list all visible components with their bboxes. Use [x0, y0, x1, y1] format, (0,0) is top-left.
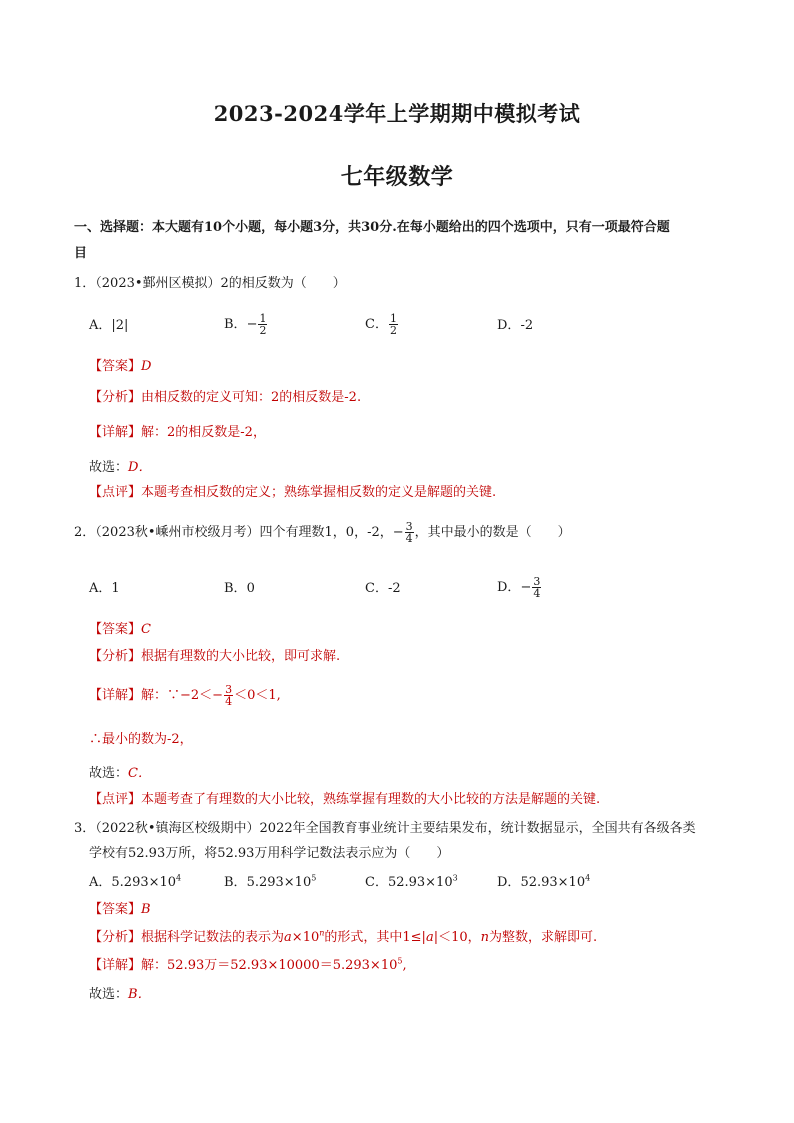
exam-subtitle: 七年级数学: [340, 164, 454, 190]
analysis-text-d: 为整数，求解即可.: [489, 930, 598, 945]
q3-option-d-label: D．: [497, 875, 521, 890]
q2-option-a: [89, 580, 120, 598]
detail-text: 解：2的相反数是-2，: [141, 425, 266, 440]
q3-option-d-base: 52.93×10: [520, 875, 586, 890]
choose-label: 故选：: [89, 460, 129, 475]
fraction-denominator: 2: [389, 324, 397, 337]
q1-option-d-text: -2: [520, 318, 534, 333]
q2-option-b-text: 0: [246, 581, 255, 596]
q3-option-a-exponent: 4: [176, 873, 182, 883]
answer-value: D: [141, 359, 152, 374]
analysis-exponent-n: n: [319, 928, 325, 938]
analysis-var-n: n: [480, 930, 490, 945]
q1-choose: [89, 459, 151, 477]
detail-exponent: 5: [397, 956, 403, 966]
fraction-denominator: 4: [405, 532, 413, 545]
q2-option-d-label: D．: [497, 580, 521, 595]
comment-tag: 【点评】: [89, 485, 142, 500]
q2-option-a-text: 1: [111, 581, 120, 596]
answer-tag: 【答案】: [89, 359, 142, 374]
q1-option-d-label: D．: [497, 318, 521, 333]
q2-stem: [74, 520, 571, 546]
q1-option-b-fraction: [258, 313, 267, 336]
detail-text-c: ,: [402, 958, 407, 973]
q1-stem: 1．（2023•鄞州区模拟）2的相反数为（ ）: [74, 276, 346, 291]
q2-option-c-label: C．: [365, 581, 388, 596]
detail-tag: 【详解】: [89, 688, 142, 703]
fraction-numerator: 1: [389, 312, 397, 325]
q2-choose: [89, 765, 151, 783]
q2-option-a-label: A．: [89, 581, 112, 596]
fraction-denominator: 2: [259, 324, 267, 337]
analysis-times: ×10: [291, 930, 320, 945]
answer-tag: 【答案】: [89, 902, 142, 917]
q2-option-c-text: -2: [387, 581, 401, 596]
q3-stem-line2: 学校有52.93万所，将52.93万用科学记数法表示应为（ ）: [89, 846, 450, 861]
answer-tag: 【答案】: [89, 622, 142, 637]
q3-option-b-label: B．: [224, 875, 247, 890]
choose-label: 故选：: [89, 766, 129, 781]
comment-text: 本题考查了有理数的大小比较，熟练掌握有理数的大小比较的方法是解题的关键.: [141, 792, 601, 807]
analysis-var-a2: a: [425, 930, 434, 945]
q3-stem-line1: 3．（2022秋•镇海区校级期中）2022年全国教育事业统计主要结果发布，统计数据显示，全国共有各级各类: [74, 821, 696, 836]
q1-option-a-label: A．: [89, 318, 112, 333]
q3-option-c: [365, 874, 458, 892]
q3-option-a-base: 5.293×10: [111, 875, 177, 890]
q2-stem-text-b: ，其中最小的数是（ ）: [414, 525, 571, 540]
exam-title: 2023-2024学年上学期期中模拟考试: [213, 101, 581, 126]
q3-option-c-exponent: 3: [452, 873, 458, 883]
q3-option-b-exponent: 5: [311, 873, 317, 883]
comment-tag: 【点评】: [89, 792, 142, 807]
detail-text-a: 解：: [141, 958, 168, 973]
q3-analysis: [89, 929, 597, 947]
q3-detail: [89, 957, 407, 975]
q3-answer: [89, 901, 151, 919]
q1-option-c-fraction: [389, 313, 398, 336]
q3-option-c-base: 52.93×10: [387, 875, 453, 890]
analysis-tag: 【分析】: [89, 930, 142, 945]
q2-detail: [89, 683, 281, 709]
detail-text-a: 解：∵−2＜−: [141, 688, 224, 703]
q1-detail: [89, 424, 266, 442]
q2-comment: [89, 791, 600, 809]
q1-answer: [89, 358, 151, 376]
choose-value: D．: [128, 460, 152, 475]
choose-value: C．: [128, 766, 151, 781]
q2-option-b: [224, 580, 255, 598]
q2-stem-sign: −: [392, 525, 404, 540]
fraction-numerator: 3: [405, 520, 413, 533]
comment-text: 本题考查相反数的定义；熟练掌握相反数的定义是解题的关键.: [141, 485, 497, 500]
q3-option-b: [224, 874, 316, 892]
q2-analysis: [89, 648, 340, 666]
detail-fraction: [224, 684, 233, 707]
q2-stem-fraction: [405, 521, 414, 544]
q3-option-a: [89, 874, 181, 892]
analysis-text-a: 根据科学记数法的表示为: [141, 930, 285, 945]
analysis-text: 由相反数的定义可知：2的相反数是-2.: [141, 390, 362, 405]
q2-option-d-sign: −: [520, 580, 532, 595]
q2-option-b-label: B．: [224, 581, 247, 596]
q1-option-b: [224, 312, 268, 338]
section-instruction-cont: 目: [74, 246, 88, 261]
fraction-denominator: 4: [225, 695, 233, 708]
analysis-text: 根据有理数的大小比较，即可求解.: [141, 649, 341, 664]
choose-label: 故选：: [89, 987, 129, 1002]
analysis-tag: 【分析】: [89, 390, 142, 405]
q3-option-c-label: C．: [365, 875, 388, 890]
section-instruction: 一、选择题：本大题有10个小题，每小题3分，共30分.在每小题给出的四个选项中，只有一项最符合题: [74, 220, 670, 235]
q1-option-c: [365, 312, 399, 338]
q1-option-a: [89, 317, 128, 335]
analysis-tag: 【分析】: [89, 649, 142, 664]
detail-text-b: ＜0＜1,: [234, 688, 281, 703]
q1-option-c-label: C．: [365, 317, 388, 332]
q2-option-c: [365, 580, 401, 598]
q3-option-a-label: A．: [89, 875, 112, 890]
analysis-text-c: |＜10，: [433, 930, 481, 945]
analysis-var-a: a: [284, 930, 292, 945]
fraction-numerator: 3: [225, 683, 233, 696]
answer-value: C: [141, 622, 151, 637]
q2-answer: [89, 621, 151, 639]
q2-stem-text-a: 2．（2023秋•嵊州市校级月考）四个有理数1，0，-2，: [74, 525, 393, 540]
q1-comment: [89, 484, 496, 502]
detail-text-b: 52.93万＝52.93×10000＝5.293×10: [167, 958, 398, 973]
fraction-numerator: 1: [259, 312, 267, 325]
q3-choose: [89, 986, 151, 1004]
q3-option-b-base: 5.293×10: [246, 875, 312, 890]
analysis-text-b: 的形式，其中1≤|: [324, 930, 426, 945]
choose-value: B．: [128, 987, 151, 1002]
answer-value: B: [141, 902, 151, 917]
q1-analysis: [89, 389, 361, 407]
q3-option-d: [497, 874, 590, 892]
q1-option-b-sign: −: [246, 317, 258, 332]
fraction-numerator: 3: [533, 575, 541, 588]
q1-option-a-text: |2|: [111, 318, 129, 333]
q3-option-d-exponent: 4: [585, 873, 591, 883]
q1-option-d: [497, 317, 533, 335]
q2-option-d-fraction: [532, 576, 541, 599]
q2-therefore: ∴最小的数为-2，: [89, 732, 193, 747]
q2-option-d: [497, 575, 542, 601]
detail-tag: 【详解】: [89, 425, 142, 440]
detail-tag: 【详解】: [89, 958, 142, 973]
fraction-denominator: 4: [533, 587, 541, 600]
q1-option-b-label: B．: [224, 317, 247, 332]
